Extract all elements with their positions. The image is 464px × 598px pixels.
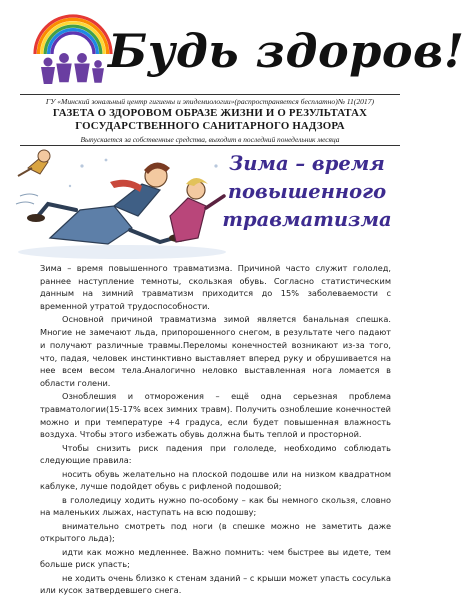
publication-note: Выпускается за собственные средства, выходит в последний понедельник месяца (80, 135, 340, 144)
article-paragraph: Основной причиной травматизма зимой является банальная спешка. Многие не замечают льда, припорошенного снегом, в результате чего падают и получают различные травмы.Переломы конечностей возникают из-за того, что, падая, человек инстинктивно выставляет вперед руку и обрушивается на нее всем весом тела.Аналогично неловко выставленная нога ломается в области голени. (40, 314, 391, 388)
rule-item: носить обувь желательно на плоской подошве или на низком квадратном каблуке, лучше подойдет обувь с рифленой подошвой; (40, 468, 391, 492)
article-paragraph: Зима – время повышенного травматизма. Причиной часто служит гололед, раннее наступление темноты, скользкая обувь. Согласно статистическим данным на зимний травматизм приходится до 15% заболеваемости с временной утратой трудоспособности. (40, 263, 391, 312)
family-figure (74, 53, 89, 82)
family-figure (41, 58, 55, 85)
rule-item: не ходить очень близко к стенам зданий – с крыши может упасть сосулька или кусок затвердевшего снега. (40, 572, 391, 596)
newspaper-subtitle: ГАЗЕТА О ЗДОРОВОМ ОБРАЗЕ ЖИЗНИ И О РЕЗУЛЬТАТАХ ГОСУДАРСТВЕННОГО САНИТАРНОГО НАДЗОРА (52, 107, 368, 132)
rule-item: в гололедицу ходить нужно по-особому – как бы немного скользя, словно на маленьких лыжах, наступать на всю подошву; (40, 494, 391, 518)
slipping-people-cartoon-icon (10, 146, 236, 260)
masthead (0, 0, 464, 100)
publisher-line: ГУ «Минский зональный центр гигиены и эпидемиологии»(распространяется бесплатно)№ 11(2017) (45, 97, 375, 106)
family-figure (56, 53, 71, 82)
family-figure (92, 60, 104, 83)
article-body (40, 262, 391, 598)
article-paragraph: Чтобы снизить риск падения при гололеде, необходимо соблюдать следующие правила: (40, 442, 391, 466)
article-paragraph: Озноблешия и отморожения – ещё одна серьезная проблема травматологии(15-17% всех зимних травм). Получить озноблешие конечностей можно и при температуре +4 градуса, если будет повышенная влажность воздуха. Чтобы этого избежать обувь должна быть теплой и просторной. (40, 391, 391, 440)
rule-item: внимательно смотреть под ноги (в спешке можно не заметить даже открытого льда); (40, 520, 391, 544)
masthead-rule (20, 94, 400, 95)
rule-item: идти как можно медленнее. Важно помнить: чем быстрее вы идете, тем больше риск упасть; (40, 546, 391, 570)
rainbow-family-logo-icon (30, 8, 116, 94)
article-headline: Зима – время повышенного травматизма (222, 152, 392, 231)
newspaper-title: Будь здоров! (108, 24, 464, 78)
